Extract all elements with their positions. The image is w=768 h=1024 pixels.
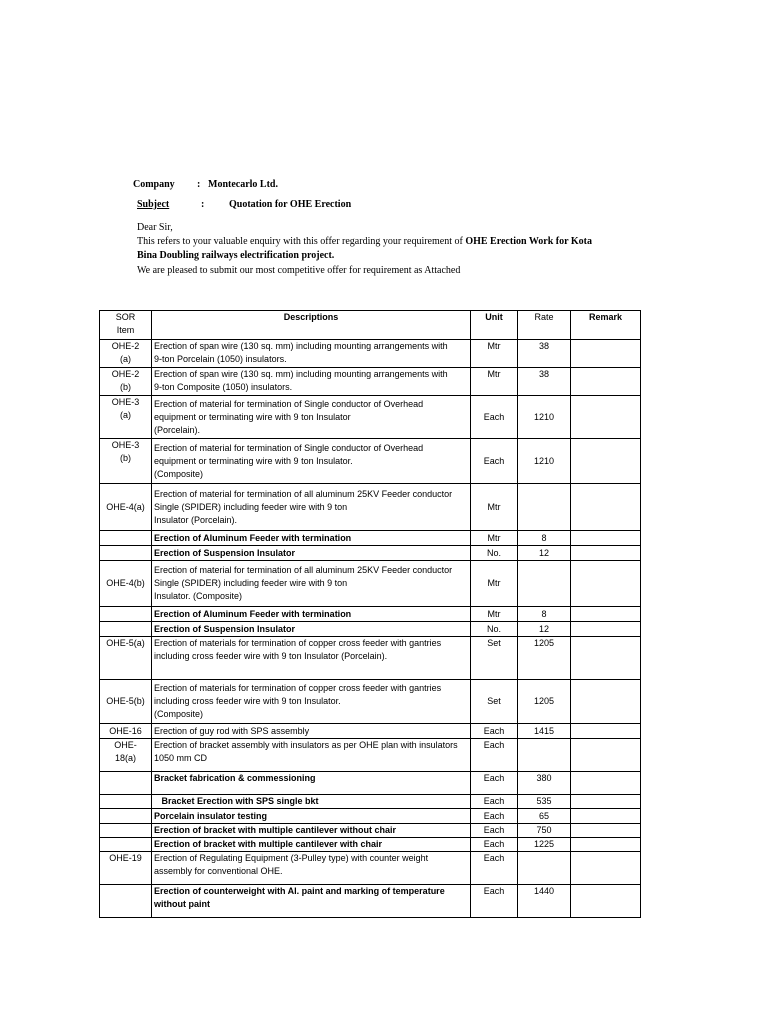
subject-label: Subject [137,199,170,210]
unit-cell: Mtr [471,561,518,607]
description-line: Erection of material for termination of all aluminum 25KV Feeder conductor [154,565,453,575]
remark-cell [571,607,641,622]
rate-cell: 38 [518,368,571,396]
sor-item-cell [100,838,152,852]
col-header-sor-line: Item [116,325,135,335]
greeting: Dear Sir, [137,222,173,233]
table-row [100,852,641,885]
description-line: Erection of material for termination of Single conductor of Overhead [154,442,424,453]
description-line: Erection of Regulating Equipment (3-Pulley type) with counter weight [154,853,429,863]
sor-item-line: OHE-19 [109,853,142,863]
table-row [100,622,641,637]
rate-cell [518,852,571,885]
remark-cell [571,852,641,885]
description-cell [152,340,471,368]
description-cell [152,622,471,637]
sor-item-line: 18(a) [114,753,136,763]
sor-item-line: OHE-16 [109,725,142,736]
description-line: assembly for conventional OHE. [154,866,283,876]
sor-item-line: OHE-3 [111,440,140,450]
description-cell [152,546,471,561]
sor-item-cell [100,340,152,368]
sor-item-cell [100,724,152,739]
rate-cell: 1225 [518,838,571,852]
sor-item-line: OHE-2 [111,369,140,379]
table-row [100,607,641,622]
sor-item-line: (a) [120,410,131,420]
unit-cell: Each [471,795,518,809]
sor-item-line: OHE- [114,740,137,750]
sor-item-cell [100,622,152,637]
remark-cell [571,824,641,838]
description-cell [152,396,471,439]
description-line: equipment or terminating wire with 9 ton Insulator [154,411,351,422]
table-row [100,561,641,607]
table-row [100,739,641,772]
unit-cell: No. [471,622,518,637]
description-line: (Porcelain). [154,424,201,435]
sor-item-line: OHE-3 [111,397,140,407]
sor-item-cell [100,852,152,885]
unit-cell: Each [471,739,518,772]
rate-cell: 1210 [518,439,571,484]
rate-cell: 535 [518,795,571,809]
col-header-sor-line: SOR [115,312,136,322]
rate-cell: 750 [518,824,571,838]
remark-cell [571,739,641,772]
description-line: Erection of Aluminum Feeder with termination [154,532,352,543]
rate-cell [518,484,571,531]
description-line: Erection of guy rod with SPS assembly [154,725,310,736]
sor-item-cell [100,637,152,680]
remark-cell [571,838,641,852]
unit-cell: Mtr [471,484,518,531]
rate-cell: 1440 [518,885,571,918]
description-line: Erection of bracket with multiple cantilever without chair [154,825,397,835]
project-name-part-1: OHE Erection Work for Kota [465,236,592,247]
sor-item-cell [100,368,152,396]
col-header-descriptions: Descriptions [152,311,471,340]
table-row [100,531,641,546]
company-separator: : [197,179,201,190]
sor-item-line: OHE-5(b) [106,696,145,706]
remark-cell [571,885,641,918]
sor-item-cell [100,561,152,607]
description-cell [152,739,471,772]
sor-item-cell [100,396,152,439]
description-cell [152,561,471,607]
table-row [100,546,641,561]
description-line: including cross feeder wire with 9 ton Insulator. [154,696,341,706]
table-row [100,809,641,824]
description-line: Erection of Suspension Insulator [154,623,296,634]
description-line: Insulator (Porcelain). [154,514,238,525]
col-header-sor-item [100,311,152,340]
sor-item-cell [100,439,152,484]
remark-cell [571,531,641,546]
remark-cell [571,772,641,795]
table-row [100,368,641,396]
description-line: Erection of span wire (130 sq. mm) including mounting arrangements with [154,369,448,379]
col-header-unit: Unit [471,311,518,340]
description-line: Erection of Aluminum Feeder with termination [154,608,352,619]
description-cell [152,637,471,680]
description-cell [152,531,471,546]
sor-item-cell [100,809,152,824]
rate-cell [518,561,571,607]
description-cell [152,607,471,622]
sor-item-line: OHE-4(a) [106,501,145,512]
rate-table-header-row [100,311,641,340]
description-cell [152,885,471,918]
sor-item-cell [100,607,152,622]
unit-cell: Set [471,637,518,680]
description-line: Erection of Suspension Insulator [154,547,296,558]
unit-cell: No. [471,546,518,561]
unit-cell: Mtr [471,531,518,546]
subject-title: Quotation for OHE Erection [229,199,352,210]
description-line: Insulator. (Composite) [154,591,243,601]
col-header-rate: Rate [518,311,571,340]
sor-item-line: OHE-5(a) [106,638,145,648]
table-row [100,885,641,918]
description-line: Single (SPIDER) including feeder wire with 9 ton [154,501,348,512]
remark-cell [571,396,641,439]
company-name: Montecarlo Ltd. [208,179,278,190]
rate-cell: 1210 [518,396,571,439]
unit-cell: Each [471,838,518,852]
sor-item-line: (b) [120,453,131,463]
table-row [100,795,641,809]
description-line: Erection of counterweight with Al. paint and marking of temperature [154,886,445,896]
unit-cell: Each [471,885,518,918]
rate-cell: 1205 [518,637,571,680]
unit-cell: Mtr [471,368,518,396]
remark-cell [571,546,641,561]
description-line: Erection of material for termination of all aluminum 25KV Feeder conductor [154,488,453,499]
rate-cell: 12 [518,546,571,561]
table-row [100,439,641,484]
rate-cell: 65 [518,809,571,824]
description-line: 9-ton Porcelain (1050) insulators. [154,354,287,364]
description-line: Erection of span wire (130 sq. mm) including mounting arrangements with [154,341,448,351]
description-line: equipment or terminating wire with 9 ton Insulator. [154,455,353,466]
sor-item-line: OHE-4(b) [106,578,145,588]
description-line: Erection of bracket with multiple cantilever with chair [154,839,383,849]
intro-line-1 [137,236,592,248]
description-cell [152,368,471,396]
rate-cell: 38 [518,340,571,368]
description-cell [152,824,471,838]
description-line: 9-ton Composite (1050) insulators. [154,382,293,392]
description-line: (Composite) [154,468,204,479]
unit-cell: Each [471,824,518,838]
sor-item-cell [100,680,152,724]
table-row [100,680,641,724]
unit-cell: Set [471,680,518,724]
description-cell [152,852,471,885]
description-cell [152,724,471,739]
unit-cell: Mtr [471,340,518,368]
unit-cell: Each [471,396,518,439]
rate-table-body [100,340,641,918]
sor-item-cell [100,739,152,772]
remark-cell [571,368,641,396]
closing-line: We are pleased to submit our most competitive offer for requirement as Attached [137,265,461,276]
description-line: without paint [154,899,210,909]
unit-cell: Mtr [471,607,518,622]
description-line: Erection of material for termination of Single conductor of Overhead [154,398,424,409]
description-line: (Composite) [154,709,204,719]
description-cell [152,680,471,724]
sor-item-cell [100,546,152,561]
unit-cell: Each [471,724,518,739]
table-row [100,396,641,439]
description-cell [152,439,471,484]
table-row [100,824,641,838]
description-line: including cross feeder wire with 9 ton Insulator (Porcelain). [154,651,388,661]
table-row [100,484,641,531]
description-line: Porcelain insulator testing [154,810,268,821]
table-row [100,838,641,852]
description-line: 1050 mm CD [154,753,208,763]
project-name-part-2: Bina Doubling railways electrification project. [137,250,335,261]
company-label: Company [133,179,175,190]
description-line: Erection of bracket assembly with insulators as per OHE plan with insulators [154,740,458,750]
description-cell [152,795,471,809]
remark-cell [571,795,641,809]
col-header-remark: Remark [571,311,641,340]
remark-cell [571,340,641,368]
rate-cell [518,739,571,772]
rate-cell: 8 [518,531,571,546]
description-line: Bracket Erection with SPS single bkt [154,796,319,806]
description-cell [152,838,471,852]
rate-cell: 1205 [518,680,571,724]
sor-item-cell [100,772,152,795]
rate-cell: 12 [518,622,571,637]
remark-cell [571,439,641,484]
subject-separator: : [201,199,205,210]
rate-cell: 1415 [518,724,571,739]
remark-cell [571,724,641,739]
sor-item-line: (a) [120,354,131,364]
sor-item-cell [100,824,152,838]
sor-item-line: (b) [120,382,131,392]
unit-cell: Each [471,852,518,885]
unit-cell: Each [471,809,518,824]
unit-cell: Each [471,439,518,484]
intro-text: This refers to your valuable enquiry with this offer regarding your requirement of [137,236,463,247]
table-row [100,340,641,368]
sor-item-line: OHE-2 [111,341,140,351]
description-line: Single (SPIDER) including feeder wire with 9 ton [154,578,348,588]
remark-cell [571,680,641,724]
remark-cell [571,809,641,824]
sor-item-cell [100,531,152,546]
rate-cell: 8 [518,607,571,622]
sor-item-cell [100,484,152,531]
sor-item-cell [100,795,152,809]
sor-item-cell [100,885,152,918]
table-row [100,637,641,680]
description-cell [152,809,471,824]
table-row [100,724,641,739]
remark-cell [571,484,641,531]
unit-cell: Each [471,772,518,795]
table-row [100,772,641,795]
remark-cell [571,622,641,637]
description-line: Erection of materials for termination of copper cross feeder with gantries [154,638,442,648]
description-cell [152,772,471,795]
remark-cell [571,637,641,680]
rate-cell: 380 [518,772,571,795]
remark-cell [571,561,641,607]
description-cell [152,484,471,531]
rate-table [99,310,641,918]
description-line: Bracket fabrication & commessioning [154,773,316,783]
description-line: Erection of materials for termination of copper cross feeder with gantries [154,683,442,693]
